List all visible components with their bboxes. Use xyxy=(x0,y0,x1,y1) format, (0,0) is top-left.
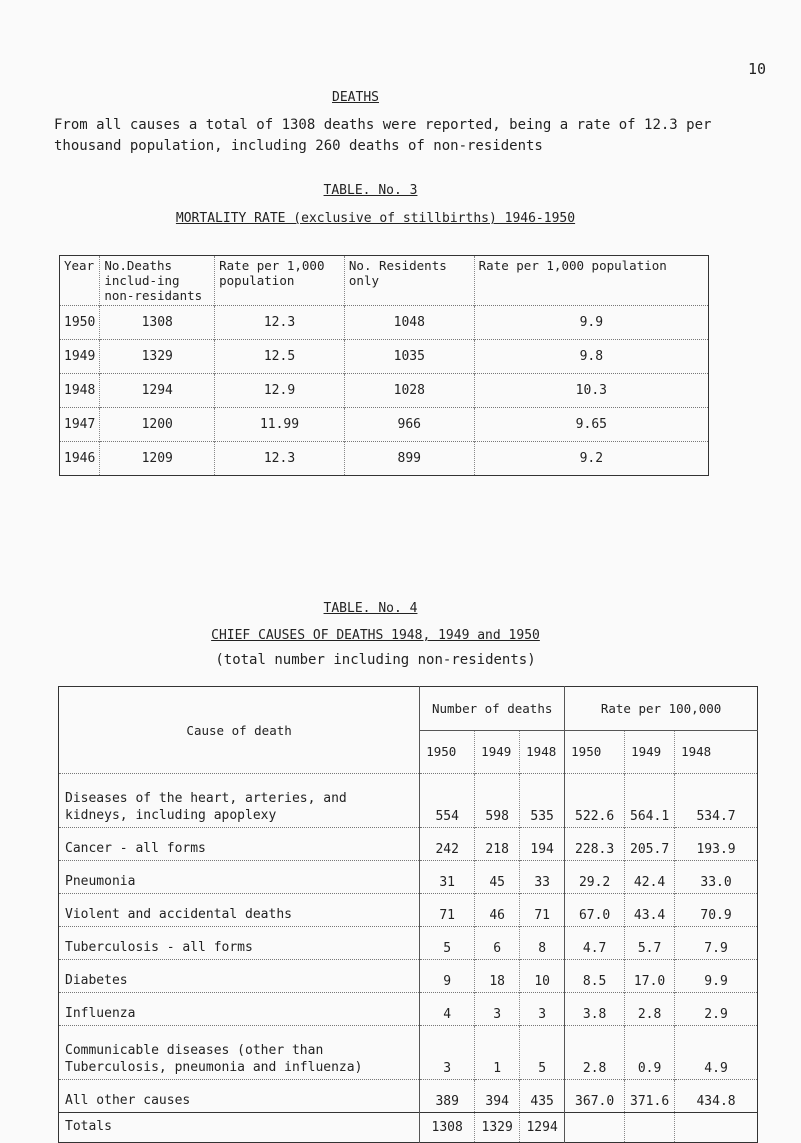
table-row xyxy=(59,960,758,993)
rate-cell: 70.9 xyxy=(675,894,758,927)
rate-cell: 534.7 xyxy=(675,774,758,828)
deaths-cell: 194 xyxy=(520,828,565,861)
cause-cell: All other causes xyxy=(59,1080,420,1113)
rate-cell: 42.4 xyxy=(625,861,675,894)
deaths-cell: 435 xyxy=(520,1080,565,1113)
cause-cell: Cancer - all forms xyxy=(59,828,420,861)
deaths-cell: 71 xyxy=(520,894,565,927)
table3-label: TABLE. No. 3 xyxy=(323,183,418,198)
cause-cell: Diabetes xyxy=(59,960,420,993)
table-cell: 1308 xyxy=(100,306,215,340)
table4-title: CHIEF CAUSES OF DEATHS 1948, 1949 and 1950 xyxy=(211,628,540,643)
table-cell: 1028 xyxy=(344,374,474,408)
totals-deaths-cell: 1308 xyxy=(420,1113,475,1143)
rate-cell: 371.6 xyxy=(625,1080,675,1113)
cause-cell: Communicable diseases (other than Tuberculosis, pneumonia and influenza) xyxy=(59,1026,420,1080)
table-cell: 899 xyxy=(344,442,474,476)
deaths-cell: 71 xyxy=(420,894,475,927)
rate-cell: 434.8 xyxy=(675,1080,758,1113)
table-cell: 12.3 xyxy=(215,306,345,340)
rate-cell: 17.0 xyxy=(625,960,675,993)
cause-cell: Influenza xyxy=(59,993,420,1026)
rate-cell: 43.4 xyxy=(625,894,675,927)
table-cell: 1949 xyxy=(60,340,100,374)
deaths-cell: 4 xyxy=(420,993,475,1026)
deaths-cell: 18 xyxy=(475,960,520,993)
table-cell: 1294 xyxy=(100,374,215,408)
deaths-cell: 3 xyxy=(420,1026,475,1080)
deaths-cell: 6 xyxy=(475,927,520,960)
table-cell: 11.99 xyxy=(215,408,345,442)
table-cell: 9.8 xyxy=(474,340,708,374)
rate-cell: 367.0 xyxy=(565,1080,625,1113)
rate-cell: 564.1 xyxy=(625,774,675,828)
deaths-cell: 242 xyxy=(420,828,475,861)
table-cell: 9.9 xyxy=(474,306,708,340)
deaths-cell: 8 xyxy=(520,927,565,960)
table-row xyxy=(60,340,709,374)
header-rate-year: 1950 xyxy=(565,730,625,774)
deaths-cell: 554 xyxy=(420,774,475,828)
deaths-cell: 389 xyxy=(420,1080,475,1113)
table3-title: MORTALITY RATE (exclusive of stillbirths) 1946-1950 xyxy=(175,211,576,226)
deaths-cell: 10 xyxy=(520,960,565,993)
rate-cell: 522.6 xyxy=(565,774,625,828)
deaths-cell: 5 xyxy=(420,927,475,960)
deaths-cell: 535 xyxy=(520,774,565,828)
rate-cell: 2.8 xyxy=(565,1026,625,1080)
header-rate-year: 1948 xyxy=(675,730,758,774)
rate-cell: 8.5 xyxy=(565,960,625,993)
header-rate: Rate per 100,000 xyxy=(565,687,758,731)
cause-cell: Violent and accidental deaths xyxy=(59,894,420,927)
table-row xyxy=(59,894,758,927)
rate-cell: 2.9 xyxy=(675,993,758,1026)
totals-label: Totals xyxy=(59,1113,420,1143)
table-cell: 12.9 xyxy=(215,374,345,408)
rate-cell: 228.3 xyxy=(565,828,625,861)
header-cause: Cause of death xyxy=(59,687,420,774)
table-cell: 1947 xyxy=(60,408,100,442)
table-row xyxy=(60,408,709,442)
rate-cell: 29.2 xyxy=(565,861,625,894)
header-rate-population: Rate per 1,000 population xyxy=(215,256,345,306)
deaths-cell: 9 xyxy=(420,960,475,993)
header-deaths-year: 1948 xyxy=(520,730,565,774)
header-number-deaths: Number of deaths xyxy=(420,687,565,731)
totals-row xyxy=(59,1113,758,1143)
rate-cell: 0.9 xyxy=(625,1026,675,1080)
deaths-cell: 218 xyxy=(475,828,520,861)
table-cell: 9.65 xyxy=(474,408,708,442)
totals-deaths-cell: 1294 xyxy=(520,1113,565,1143)
section-title: DEATHS xyxy=(332,90,379,105)
deaths-cell: 45 xyxy=(475,861,520,894)
table4-label: TABLE. No. 4 xyxy=(323,601,418,616)
mortality-rate-table xyxy=(59,255,709,476)
table-row xyxy=(59,927,758,960)
table-cell: 1946 xyxy=(60,442,100,476)
table-cell: 10.3 xyxy=(474,374,708,408)
table-cell: 12.5 xyxy=(215,340,345,374)
cause-cell: Tuberculosis - all forms xyxy=(59,927,420,960)
rate-cell: 5.7 xyxy=(625,927,675,960)
deaths-cell: 1 xyxy=(475,1026,520,1080)
totals-rate-cell xyxy=(675,1113,758,1143)
deaths-cell: 3 xyxy=(520,993,565,1026)
table-row xyxy=(59,828,758,861)
intro-paragraph: From all causes a total of 1308 deaths were reported, being a rate of 12.3 per thousand population, including 260 deaths of non-residents xyxy=(54,117,712,154)
header-deaths-incl: No.Deaths includ-ing non-residants xyxy=(100,256,215,306)
header-year: Year xyxy=(64,258,95,273)
header-deaths-year: 1949 xyxy=(475,730,520,774)
header-rate-residents: Rate per 1,000 population xyxy=(474,256,708,306)
deaths-cell: 5 xyxy=(520,1026,565,1080)
table-cell: 1950 xyxy=(60,306,100,340)
rate-cell: 33.0 xyxy=(675,861,758,894)
totals-rate-cell xyxy=(625,1113,675,1143)
chief-causes-table xyxy=(58,686,758,1143)
header-deaths-year: 1950 xyxy=(420,730,475,774)
cause-cell: Diseases of the heart, arteries, and kidneys, including apoplexy xyxy=(59,774,420,828)
totals-deaths-cell: 1329 xyxy=(475,1113,520,1143)
table-cell: 9.2 xyxy=(474,442,708,476)
header-residents: No. Residents only xyxy=(344,256,474,306)
rate-cell: 4.7 xyxy=(565,927,625,960)
table-row xyxy=(60,306,709,340)
table-cell: 12.3 xyxy=(215,442,345,476)
table-row xyxy=(60,442,709,476)
cause-cell: Pneumonia xyxy=(59,861,420,894)
table-cell: 1200 xyxy=(100,408,215,442)
table-cell: 1035 xyxy=(344,340,474,374)
table-cell: 1048 xyxy=(344,306,474,340)
rate-cell: 4.9 xyxy=(675,1026,758,1080)
rate-cell: 67.0 xyxy=(565,894,625,927)
rate-cell: 9.9 xyxy=(675,960,758,993)
deaths-cell: 33 xyxy=(520,861,565,894)
deaths-cell: 598 xyxy=(475,774,520,828)
rate-cell: 3.8 xyxy=(565,993,625,1026)
table-row xyxy=(59,774,758,828)
deaths-cell: 394 xyxy=(475,1080,520,1113)
table-row xyxy=(59,1080,758,1113)
deaths-cell: 31 xyxy=(420,861,475,894)
table-cell: 1209 xyxy=(100,442,215,476)
table4-subtitle: (total number including non-residents) xyxy=(215,652,536,668)
table-cell: 966 xyxy=(344,408,474,442)
rate-cell: 205.7 xyxy=(625,828,675,861)
rate-cell: 7.9 xyxy=(675,927,758,960)
page-number: 10 xyxy=(748,60,767,78)
table-row xyxy=(59,861,758,894)
rate-cell: 193.9 xyxy=(675,828,758,861)
table-cell: 1948 xyxy=(60,374,100,408)
table-row xyxy=(59,1026,758,1080)
rate-cell: 2.8 xyxy=(625,993,675,1026)
table-cell: 1329 xyxy=(100,340,215,374)
table-row xyxy=(60,374,709,408)
deaths-cell: 3 xyxy=(475,993,520,1026)
table-row xyxy=(59,993,758,1026)
header-rate-year: 1949 xyxy=(625,730,675,774)
totals-rate-cell xyxy=(565,1113,625,1143)
deaths-cell: 46 xyxy=(475,894,520,927)
